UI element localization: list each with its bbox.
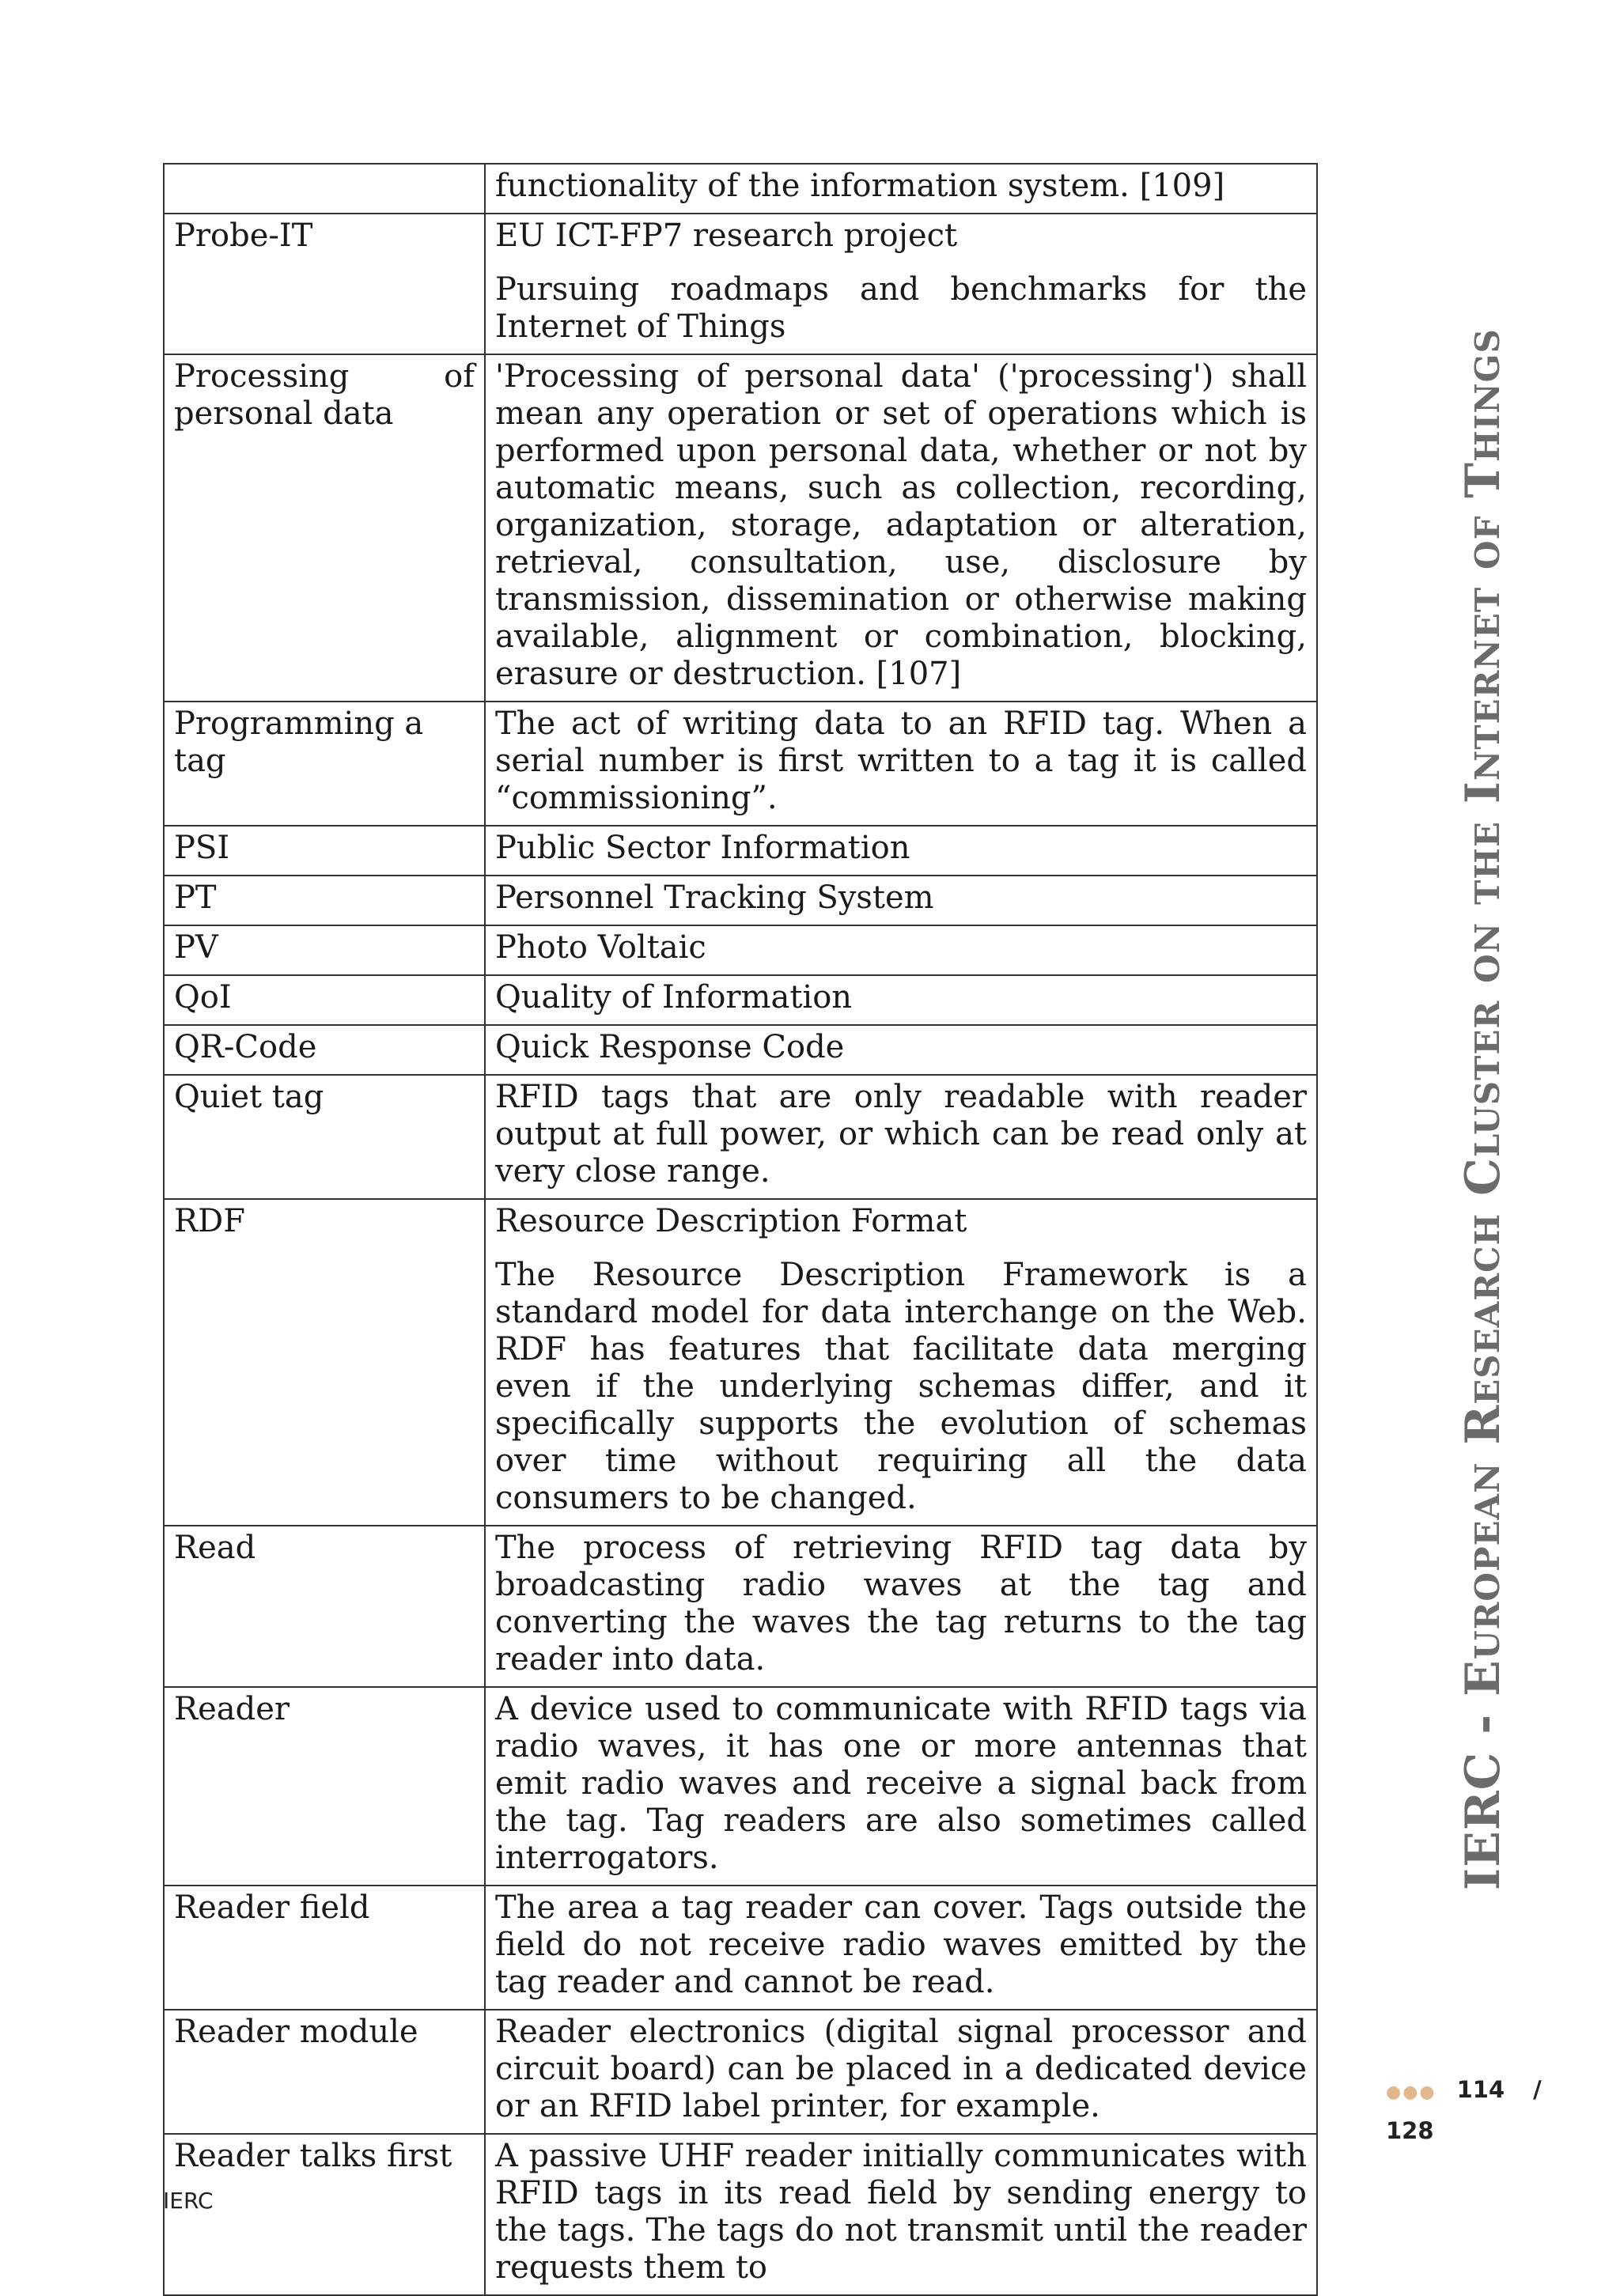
term-cell: RDF xyxy=(164,1199,485,1526)
definition-text: Reader electronics (digital signal processor and circuit board) can be placed in a dedicated device or an RFID label printer, for example. xyxy=(495,2014,1307,2124)
definition-text: The area a tag reader can cover. Tags outside the field do not receive radio waves emitted by the tag reader and cannot be read. xyxy=(495,1889,1307,2000)
definition-cell xyxy=(485,876,1317,925)
page-separator: / xyxy=(1533,2076,1542,2103)
definition-cell xyxy=(485,925,1317,975)
definition-cell xyxy=(485,975,1317,1025)
glossary-table xyxy=(163,163,1318,2296)
definition-text: EU ICT-FP7 research project xyxy=(495,217,958,254)
definition-text: RFID tags that are only readable with reader output at full power, or which can be read only at very close range. xyxy=(495,1079,1307,1190)
definition-text: Resource Description Format xyxy=(495,1203,967,1239)
definition-cell xyxy=(485,2134,1317,2295)
table-row xyxy=(164,354,1317,702)
term-cell: PT xyxy=(164,876,485,925)
definition-cell xyxy=(485,826,1317,876)
definition-text: Quality of Information xyxy=(495,979,853,1016)
table-row xyxy=(164,826,1317,876)
total-pages: 128 xyxy=(1386,2117,1434,2144)
definition-text: The act of writing data to an RFID tag. When a serial number is first written to a tag it is called “commissioning”. xyxy=(495,705,1307,816)
definition-text: 'Processing of personal data' ('processing') shall mean any operation or set of operations which is performed upon personal data, whether or not by automatic means, such as collection, recording, organization, storage, adaptation or alteration, retrieval, consultation, use, disclosure by transmission, dissemination or otherwise making available, alignment or combination, blocking, erasure or destruction. [107] xyxy=(495,358,1307,692)
table-row xyxy=(164,1199,1317,1526)
term-cell: Reader module xyxy=(164,2010,485,2134)
term-cell: Reader talks first xyxy=(164,2134,485,2295)
term-cell: Read xyxy=(164,1526,485,1687)
term-cell: QoI xyxy=(164,975,485,1025)
term-cell: Reader xyxy=(164,1687,485,1886)
definition-text: A passive UHF reader initially communicates with RFID tags in its read field by sending energy to the tags. The tags do not transmit until the reader requests them to xyxy=(495,2138,1307,2286)
definition-cell xyxy=(485,1075,1317,1199)
table-row xyxy=(164,1687,1317,1886)
definition-cell xyxy=(485,702,1317,826)
definition-text: Public Sector Information xyxy=(495,830,910,866)
definition-text: Photo Voltaic xyxy=(495,929,706,966)
term-cell: Quiet tag xyxy=(164,1075,485,1199)
table-row xyxy=(164,1526,1317,1687)
definition-text: Quick Response Code xyxy=(495,1029,845,1065)
current-page: 114 xyxy=(1456,2076,1505,2103)
table-row xyxy=(164,925,1317,975)
footer-label: IERC xyxy=(163,2188,214,2214)
table-row xyxy=(164,164,1317,214)
term-cell: Processing of personal data xyxy=(164,354,485,702)
table-row xyxy=(164,1025,1317,1075)
definition-cell xyxy=(485,2010,1317,2134)
decorative-dots: ●●● xyxy=(1386,2082,1436,2102)
table-row xyxy=(164,702,1317,826)
definition-cell xyxy=(485,214,1317,354)
term-cell: PV xyxy=(164,925,485,975)
definition-cell xyxy=(485,1526,1317,1687)
table-row xyxy=(164,1886,1317,2010)
table-row xyxy=(164,2010,1317,2134)
term-cell: Probe-IT xyxy=(164,214,485,354)
definition-cell xyxy=(485,1687,1317,1886)
definition-cell xyxy=(485,1199,1317,1526)
definition-text: The process of retrieving RFID tag data by broadcasting radio waves at the tag and converting the waves the tag returns to the tag reader into data. xyxy=(495,1530,1307,1678)
term-cell: PSI xyxy=(164,826,485,876)
definition-text: Personnel Tracking System xyxy=(495,879,934,916)
page-number xyxy=(1386,2071,1542,2150)
definition-text: The Resource Description Framework is a standard model for data interchange on the Web. RDF has features that facilitate data merging even if the underlying schemas differ, and it specifically supports the evolution of schemas over time without requiring all the data consumers to be changed. xyxy=(495,1257,1307,1516)
definition-cell xyxy=(485,1025,1317,1075)
definition-text: functionality of the information system. [109] xyxy=(495,168,1225,204)
table-row xyxy=(164,975,1317,1025)
definition-cell xyxy=(485,1886,1317,2010)
definition-text: A device used to communicate with RFID tags via radio waves, it has one or more antennas that emit radio waves and receive a signal back from the tag. Tag readers are also sometimes called interrogators. xyxy=(495,1691,1307,1876)
term-cell: Programming a tag xyxy=(164,702,485,826)
term-cell: QR-Code xyxy=(164,1025,485,1075)
definition-text: Pursuing roadmaps and benchmarks for the Internet of Things xyxy=(495,271,1307,345)
table-row xyxy=(164,1075,1317,1199)
table-row xyxy=(164,2134,1317,2295)
table-row xyxy=(164,214,1317,354)
definition-cell xyxy=(485,164,1317,214)
term-cell: Reader field xyxy=(164,1886,485,2010)
side-title: IERC - European Research Cluster on the Internet of Things xyxy=(1455,328,1511,1890)
table-row xyxy=(164,876,1317,925)
term-cell xyxy=(164,164,485,214)
definition-cell xyxy=(485,354,1317,702)
